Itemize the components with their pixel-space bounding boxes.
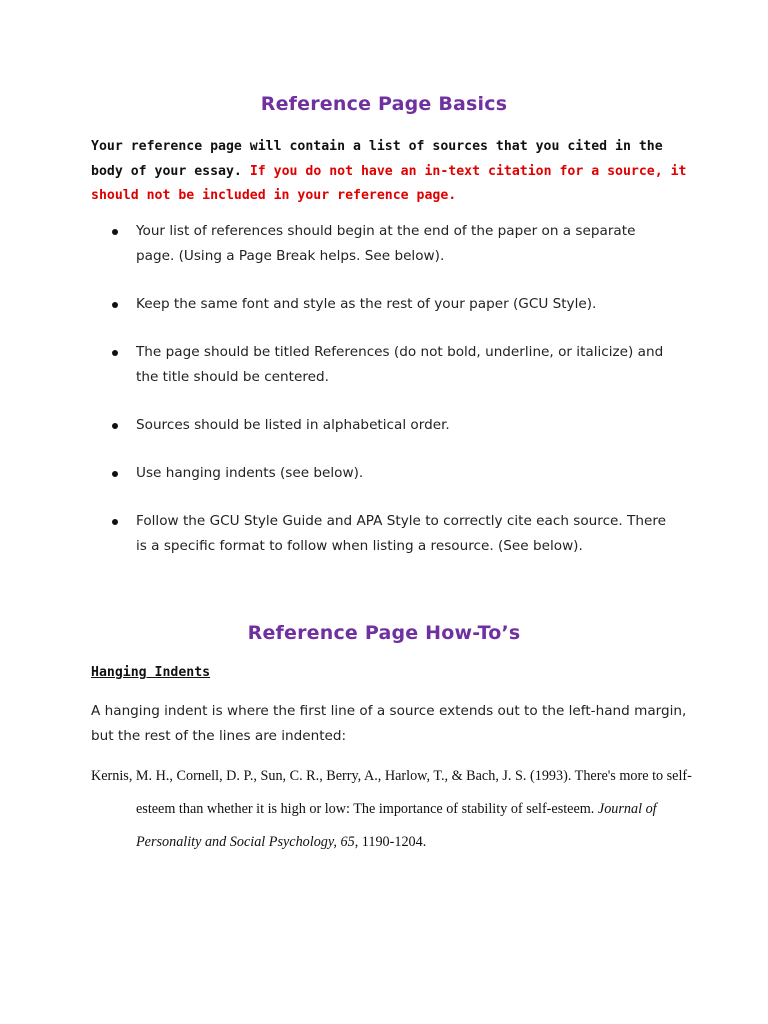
reference-example [91,760,718,859]
subheading-hanging-indents: Hanging Indents [91,665,211,680]
bullet-icon [112,423,118,429]
bullet-icon [112,302,118,308]
bullet-icon [112,519,118,525]
bullet-item [112,219,672,268]
bullet-icon [112,350,118,356]
bullet-text: Follow the GCU Style Guide and APA Style to correctly cite each source. There is a specific format to follow when listing a resource. (See below). [136,513,666,554]
intro-text: Your reference page will contain a list of sources that you cited in the body of your essay. [91,139,663,179]
reference-journal: Journal of Personality and Social Psychology, 65 [136,801,657,850]
bullet-text: Sources should be listed in alphabetical order. [136,417,450,433]
intro-paragraph [91,135,691,209]
bullet-item [112,413,672,438]
hanging-indent-description: A hanging indent is where the first line of a source extends out to the left-hand margin, but the rest of the lines are indented: [91,703,687,744]
bullet-icon [112,471,118,477]
bullet-item [112,461,672,486]
bullet-text: Keep the same font and style as the rest of your paper (GCU Style). [136,296,597,312]
reference-authors-title: Kernis, M. H., Cornell, D. P., Sun, C. R., Berry, A., Harlow, T., & Bach, J. S. (1993). There's more to self-esteem than whether it is high or low: The importance of stability of self-esteem. [91,768,692,817]
section-title-how-tos: Reference Page How-To’s [247,622,521,644]
section-title-basics: Reference Page Basics [260,93,508,115]
bullet-text: Your list of references should begin at the end of the paper on a separate page. (Using a Page Break helps. See below). [136,223,636,264]
reference-pages: , 1190-1204. [354,834,427,850]
bullet-item [112,340,672,389]
bullet-item [112,509,672,558]
intro-warning: If you do not have an in-text citation for a source, it should not be included in your reference page. [91,163,687,203]
bullet-item [112,292,672,317]
bullet-icon [112,229,118,235]
bullet-text: Use hanging indents (see below). [136,465,364,481]
bullet-text: The page should be titled References (do not bold, underline, or italicize) and the title should be centered. [136,344,664,385]
